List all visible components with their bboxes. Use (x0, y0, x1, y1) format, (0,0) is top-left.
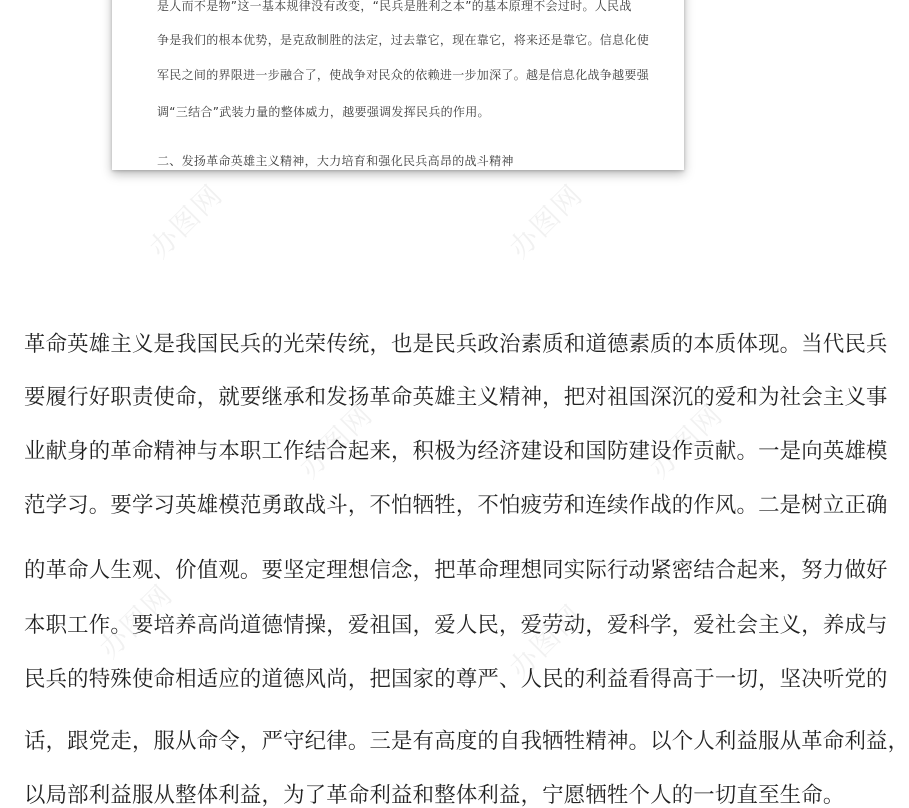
watermark: 办图网 (642, 397, 730, 485)
watermark: 办图网 (502, 177, 590, 265)
card-text-line: 军民之间的界限进一步融合了，使战争对民众的依赖进一步加深了。越是信息化战争越要强 (157, 68, 650, 82)
watermark: 办图网 (502, 597, 590, 685)
body-text-line: 本职工作。要培养高尚道德情操，爱祖国，爱人民，爱劳动，爱科学，爱社会主义，养成与 (24, 613, 888, 638)
body-text-line: 范学习。要学习英雄模范勇敢战斗，不怕牺牲，不怕疲劳和连续作战的作风。二是树立正确 (24, 493, 888, 518)
body-text-line: 民兵的特殊使命相适应的道德风尚，把国家的尊严、人民的利益看得高于一切，坚决听党的 (24, 667, 888, 692)
body-text-line: 革命英雄主义是我国民兵的光荣传统，也是民兵政治素质和道德素质的本质体现。当代民兵 (24, 332, 888, 357)
body-text-line: 业献身的革命精神与本职工作结合起来，积极为经济建设和国防建设作贡献。一是向英雄模 (24, 439, 888, 464)
body-text-line: 要履行好职责使命，就要继承和发扬革命英雄主义精神，把对祖国深沉的爱和为社会主义事 (24, 385, 888, 410)
watermark: 办图网 (92, 577, 180, 665)
body-text-line: 以局部利益服从整体利益，为了革命利益和整体利益，宁愿牺牲个人的一切直至生命。 (24, 783, 845, 808)
card-text-line: 是人而不是物”这一基本规律没有改变，“民兵是胜利之本”的基本原理不会过时。人民战 (157, 0, 632, 13)
body-text-line: 的革命人生观、价值观。要坚定理想信念，把革命理想同实际行动紧密结合起来，努力做好 (24, 558, 888, 583)
card-text-line: 调“三结合”武装力量的整体威力，越要强调发挥民兵的作用。 (157, 105, 490, 119)
document-page-preview (112, 0, 684, 170)
watermark: 办图网 (142, 177, 230, 265)
card-text-line: 争是我们的根本优势，是克敌制胜的法定，过去靠它，现在靠它，将来还是靠它。信息化使 (157, 33, 650, 47)
section-heading: 二、发扬革命英雄主义精神，大力培育和强化民兵高昂的战斗精神 (157, 154, 514, 168)
watermark: 办图网 (292, 397, 380, 485)
body-text-line: 话，跟党走，服从命令，严守纪律。三是有高度的自我牺牲精神。以个人利益服从革命利益， (24, 729, 909, 754)
